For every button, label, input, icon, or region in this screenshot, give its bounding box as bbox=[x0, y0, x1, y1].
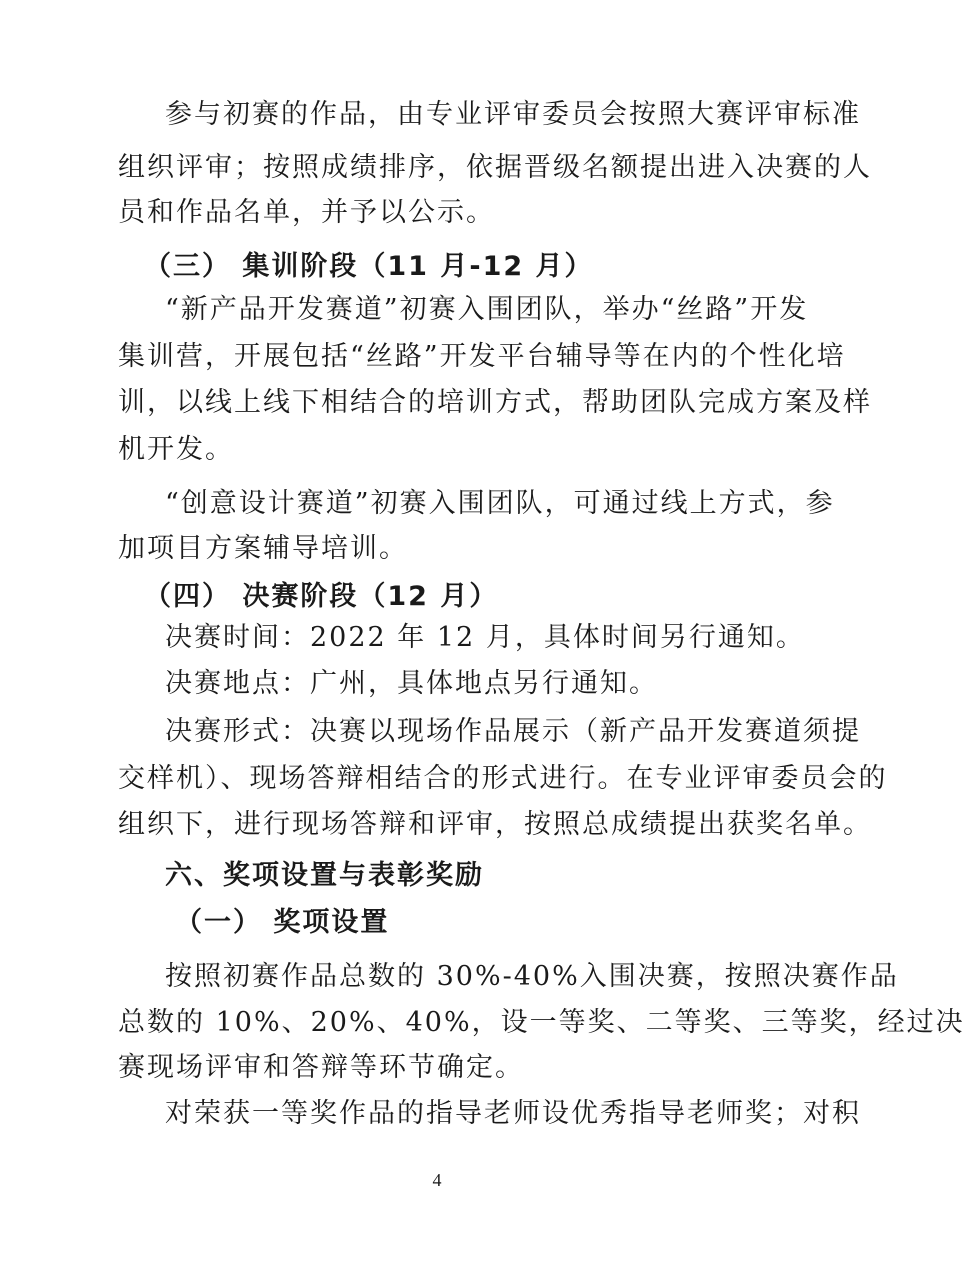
paragraph-line: 决赛形式：决赛以现场作品展示（新产品开发赛道须提 bbox=[165, 716, 861, 747]
paragraph-line: “新产品开发赛道”初赛入围团队，举办“丝路”开发 bbox=[165, 294, 809, 325]
paragraph-line: 按照初赛作品总数的 30%-40%入围决赛，按照决赛作品 bbox=[165, 961, 899, 992]
paragraph-line: 训，以线上线下相结合的培训方式，帮助团队完成方案及样 bbox=[118, 387, 872, 418]
paragraph-line: 加项目方案辅导培训。 bbox=[118, 533, 408, 564]
paragraph-line: 机开发。 bbox=[118, 434, 234, 465]
paragraph-line: 总数的 10%、20%、40%，设一等奖、二等奖、三等奖，经过决 bbox=[118, 1007, 965, 1038]
paragraph-line: 员和作品名单，并予以公示。 bbox=[118, 197, 495, 228]
chapter-heading-6: 六、奖项设置与表彰奖励 bbox=[165, 860, 484, 891]
paragraph-line: 交样机）、现场答辩相结合的形式进行。在专业评审委员会的 bbox=[118, 763, 888, 794]
paragraph-line: 决赛时间：2022 年 12 月，具体时间另行通知。 bbox=[165, 622, 805, 653]
page-number: 4 bbox=[432, 1170, 442, 1190]
paragraph-line: 组织下，进行现场答辩和评审，按照总成绩提出获奖名单。 bbox=[118, 809, 872, 840]
paragraph-line: 赛现场评审和答辩等环节确定。 bbox=[118, 1052, 524, 1083]
paragraph-line: 决赛地点：广州，具体地点另行通知。 bbox=[165, 668, 658, 699]
paragraph-line: “创意设计赛道”初赛入围团队，可通过线上方式，参 bbox=[165, 488, 835, 519]
paragraph-line: 组织评审；按照成绩排序，依据晋级名额提出进入决赛的人 bbox=[118, 152, 872, 183]
paragraph-line: 对荣获一等奖作品的指导老师设优秀指导老师奖；对积 bbox=[165, 1098, 861, 1129]
section-heading-3: （三） 集训阶段（11 月-12 月） bbox=[144, 251, 594, 282]
paragraph-line: 参与初赛的作品，由专业评审委员会按照大赛评审标准 bbox=[165, 99, 861, 130]
section-heading-1: （一） 奖项设置 bbox=[175, 907, 390, 938]
paragraph-line: 集训营，开展包括“丝路”开发平台辅导等在内的个性化培 bbox=[118, 341, 846, 372]
section-heading-4: （四） 决赛阶段（12 月） bbox=[144, 581, 499, 612]
